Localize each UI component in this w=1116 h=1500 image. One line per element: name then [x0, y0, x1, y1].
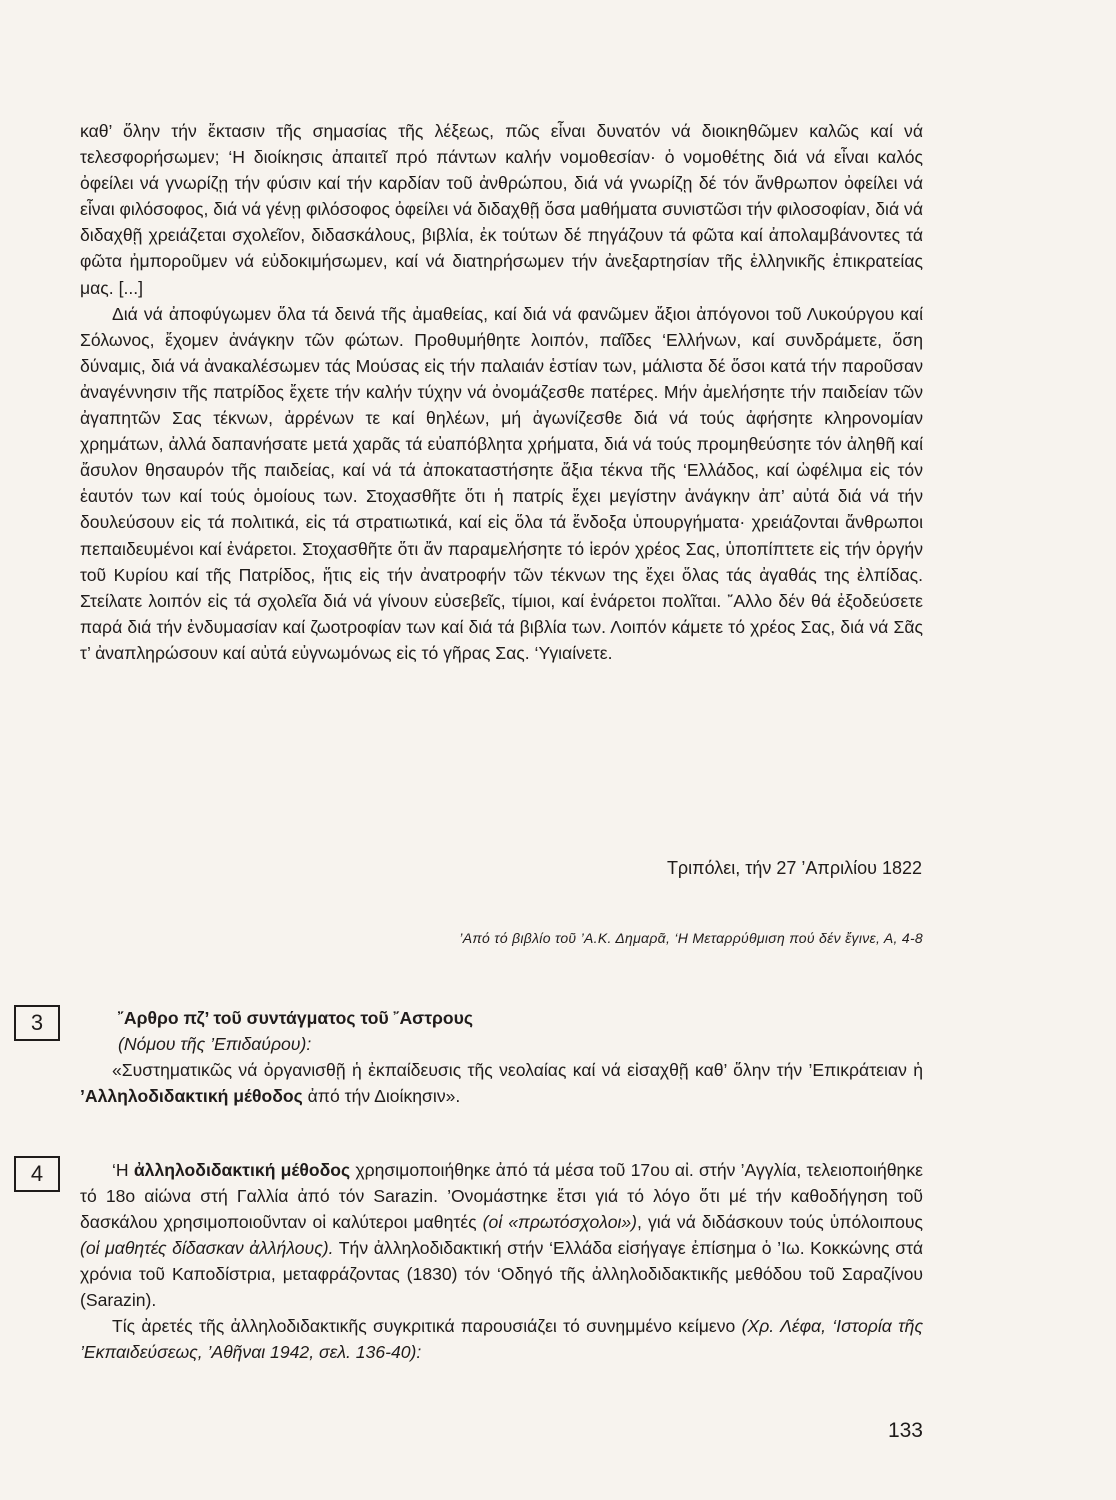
source-citation: ’Από τό βιβλίο τοῦ ’Α.Κ. Δημαρᾶ, ‘Η Μεταρρύθμιση πού δέν ἔγινε, Α, 4-8	[459, 930, 923, 946]
quote-start: «Συστηματικῶς νά ὀργανισθῇ ἡ ἐκπαίδευσις τῆς νεολαίας καί νά εἰσαχθῇ καθ’ ὅλην τήν ’Επικράτειαν ἡ	[112, 1060, 923, 1080]
paragraph-1: καθ’ ὅλην τήν ἔκτασιν τῆς σημασίας τῆς λέξεως, πῶς εἶναι δυνατόν νά διοικηθῶμεν καλῶς καί νά τελεσφορήσωμεν; ‘Η διοίκησις ἀπαιτεῖ πρό πάντων καλήν νομοθεσίαν· ὁ νομοθέτης διά νά εἶναι καλός ὀφείλει νά γνωρίζῃ τήν φύσιν καί τήν καρδίαν τοῦ ἀνθρώπου, διά νά γνωρίζῃ δέ τόν ἄνθρωπον ὀφείλει νά εἶναι φιλόσοφος, διά νά γένῃ φιλόσοφος ὀφείλει νά διδαχθῇ ὅσα μαθήματα συνιστῶσι τήν φιλοσοφίαν, διά νά διδαχθῇ χρειάζεται σχολεῖον, διδασκάλους, βιβλία, ἐκ τούτων δέ πηγάζουν τά φῶτα καί ἀπολαμβάνοντες τά φῶτα ἠμποροῦμεν νά εὐδοκιμήσωμεν, καί νά διατηρήσωμεν τήν ἀνεξαρτησίαν τῆς ἑλληνικῆς ἐπικρατείας μας. [...]	[80, 121, 923, 298]
section-4	[80, 1157, 923, 1365]
section-4-paragraph-2	[80, 1313, 923, 1365]
quote-bold-term: ’Αλληλοδιδακτική μέθοδος	[80, 1086, 303, 1106]
s4-text-a: ‘Η	[112, 1160, 134, 1180]
section-3	[80, 1005, 923, 1109]
section-3-title: ῎Αρθρο πζ’ τοῦ συντάγματος τοῦ ῎Αστρους	[118, 1008, 474, 1028]
s4-text-c: , γιά νά διδάσκουν τούς ὑπόλοιπους	[637, 1212, 924, 1232]
paragraph-2: Διά νά ἀποφύγωμεν ὅλα τά δεινά τῆς ἀμαθείας, καί διά νά φανῶμεν ἄξιοι ἀπόγονοι τοῦ Λυκούργου καί Σόλωνος, ἔχομεν ἀνάγκην τῶν φώτων. Προθυμήθητε λοιπόν, παῖδες ‘Ελλήνων, καί συνδράμετε, ὅση δύναμις, διά νά ἀνακαλέσωμεν τάς Μούσας εἰς τήν παλαιάν ἑστίαν των, μάλιστα δέ ὅσοι κατά τήν παροῦσαν ἀναγέννησιν τῆς πατρίδος ἔχετε τήν καλήν τύχην νά ὀνομάζεσθε πατέρες. Μήν ἀμελήσητε τήν παιδείαν τῶν ἀγαπητῶν Σας τέκνων, ἀρρένων τε καί θηλέων, μή ἀγωνίζεσθε διά νά τούς ἀφήσητε κληρονομίαν χρημάτων, ἀλλά δαπανήσατε μετά χαρᾶς τά εὐαπόβλητα χρήματα, διά νά τούς προμηθεύσητε τόν ἀληθῆ καί ἄσυλον θησαυρόν τῆς παιδείας, καί νά τά ἀποκαταστήσητε ἄξια τέκνα τῆς ‘Ελλάδος, καί ὠφέλιμα εἰς τόν ἑαυτόν των καί τούς ὁμοίους των. Στοχασθῆτε ὅτι ἡ πατρίς ἔχει μεγίστην ἀνάγκην ἀπ’ αὐτά διά νά τήν δουλεύσουν εἰς τά πολιτικά, εἰς τά στρατιωτικά, καί εἰς ὅλα τά ἔνδοξα ὑπουργήματα· χρειάζονται ἄνθρωποι πεπαιδευμένοι καί ἐνάρετοι. Στοχασθῆτε ὅτι ἄν παραμελήσητε τό ἱερόν χρέος Σας, ὑποπίπτετε εἰς τήν ὀργήν τοῦ Κυρίου καί τῆς Πατρίδος, ἥτις εἰς τήν ἀνατροφήν τῶν τέκνων της ἔχει ὅλας τάς ἀγαθάς της ἐλπίδας. Στείλατε λοιπόν εἰς τά σχολεῖα διά νά γίνουν εὐσεβεῖς, τίμιοι, καί ἐνάρετοι πολῖται. ῎Αλλο δέν θά ἐξοδεύσετε παρά διά τήν ἐνδυμασίαν καί ζωοτροφίαν των καί διά τά βιβλία των. Λοιπόν κάμετε τό χρέος Σας, διά νά Σᾶς τ’ ἀναπληρώσουν καί αὐτά εὐγνωμόνως εἰς τό γῆρας Σας. ‘Υγιαίνετε.	[80, 303, 923, 663]
page-number: 133	[887, 1419, 923, 1442]
date-line: Τριπόλει, τήν 27 ’Απριλίου 1822	[666, 858, 922, 878]
s4-text-d: Τήν ἀλληλοδιδακτική στήν ‘Ελλάδα εἰσήγαγε ἐπίσημα ὁ ’Ιω. Κοκκώνης στά χρόνια τοῦ Καποδίστρια, μεταφράζοντας (1830) τόν ‘Οδηγό τῆς ἀλληλοδιδακτικῆς μεθόδου τοῦ Σαραζίνου (Sarazin).	[80, 1238, 923, 1310]
section-3-subtitle: (Νόμου τῆς ’Επιδαύρου):	[118, 1034, 312, 1054]
section-3-quote	[80, 1057, 923, 1109]
s4-p2-text: Τίς ἀρετές τῆς ἀλληλοδιδακτικῆς συγκριτικά παρουσιάζει τό συνημμένο κείμενο	[112, 1316, 742, 1336]
s4-italic-2: (οἱ μαθητές δίδασκαν ἀλλήλους).	[80, 1238, 334, 1258]
s4-italic-1: (οἱ «πρωτόσχολοι»)	[482, 1212, 638, 1232]
quote-end: ἀπό τήν Διοίκησιν».	[302, 1086, 461, 1106]
section-4-paragraph-1	[80, 1157, 923, 1313]
section-number-box-4: 4	[14, 1156, 60, 1192]
s4-bold-term: ἀλληλοδιδακτική μέθοδος	[133, 1160, 351, 1180]
s4-text-b: χρησιμοποιήθηκε ἀπό τά μέσα τοῦ 17ου αἰ. στήν ’Αγγλία, τελειοποιήθηκε τό 18ο αἰώνα στή Γαλλία ἀπό τόν Sarazin. ’Ονομάστηκε ἔτσι γιά τό λόγο ὅτι μέ τήν καθοδήγηση τοῦ δασκάλου χρησιμοποιοῦνταν οἱ καλύτεροι μαθητές	[80, 1160, 923, 1232]
main-text	[80, 118, 923, 666]
s4-p2-citation: (Χρ. Λέφα, ‘Ιστορία τῆς ’Εκπαιδεύσεως, ’Αθῆναι 1942, σελ. 136-40):	[80, 1316, 923, 1362]
section-number-box-3: 3	[14, 1005, 60, 1041]
